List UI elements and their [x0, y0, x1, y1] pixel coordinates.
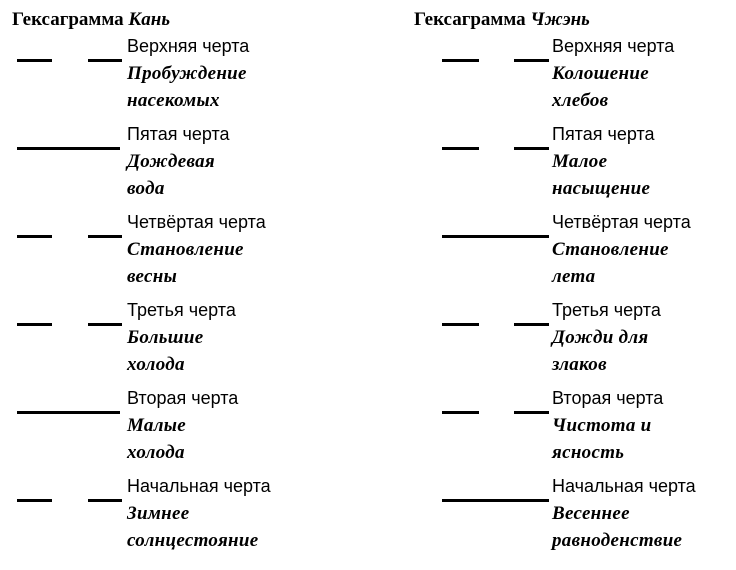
solar-term [552, 236, 669, 290]
line-position-label: Пятая черта [127, 124, 230, 144]
hexagram-line-row [0, 296, 330, 380]
hexagram-line-row [0, 384, 330, 468]
solar-term [127, 412, 186, 466]
line-position-label: Верхняя черта [552, 36, 675, 56]
hexagram-line-row [0, 120, 330, 204]
solar-term-line: злаков [552, 354, 607, 375]
hexagram-kan [0, 0, 330, 570]
hexagram-line-row [0, 208, 330, 292]
broken-line-left-icon [442, 411, 479, 414]
solid-line-icon [442, 235, 549, 238]
solar-term [552, 148, 650, 202]
hexagram-title [12, 9, 170, 31]
solar-term [127, 60, 247, 114]
hexagram-line-row [412, 296, 736, 380]
solar-term-line: солнцестояние [127, 530, 259, 551]
hexagram-title-name: Чжэнь [530, 9, 590, 30]
line-position-label: Вторая черта [127, 388, 239, 408]
solar-term-line: Становление [552, 239, 669, 260]
solar-term-line: Дожди для [552, 327, 649, 348]
solar-term-line: хлебов [552, 90, 609, 111]
solid-line-icon [17, 411, 120, 414]
hexagram-title-name: Кань [128, 9, 171, 30]
solar-term [127, 324, 203, 378]
line-position-label: Пятая черта [552, 124, 655, 144]
solid-line-icon [17, 147, 120, 150]
solar-term [552, 412, 652, 466]
solar-term-line: Становление [127, 239, 244, 260]
broken-line-left-icon [17, 323, 52, 326]
solid-line-icon [442, 499, 549, 502]
solar-term-line: Колошение [552, 63, 649, 84]
line-position-label: Четвёртая черта [552, 212, 691, 232]
line-position-label: Верхняя черта [127, 36, 250, 56]
solar-term-line: холода [127, 354, 185, 375]
line-position-label: Начальная черта [552, 476, 696, 496]
line-position-label: Третья черта [127, 300, 236, 320]
broken-line-right-icon [514, 59, 549, 62]
solar-term-line: равноденствие [552, 530, 683, 551]
hexagram-title-prefix: Гексаграмма [12, 9, 124, 30]
hexagram-title [414, 9, 590, 31]
solar-term-line: Чистота и [552, 415, 652, 436]
hexagram-line-row [412, 472, 736, 556]
solar-term-line: насекомых [127, 90, 220, 111]
line-position-label: Вторая черта [552, 388, 664, 408]
broken-line-right-icon [514, 411, 549, 414]
solar-term [552, 60, 649, 114]
broken-line-left-icon [17, 59, 52, 62]
solar-term-line: вода [127, 178, 165, 199]
hexagram-zhen [412, 0, 736, 570]
solar-term-line: Малые [127, 415, 186, 436]
broken-line-right-icon [88, 59, 122, 62]
solar-term-line: холода [127, 442, 185, 463]
hexagram-line-row [412, 384, 736, 468]
broken-line-left-icon [442, 323, 479, 326]
solar-term-line: Дождевая [127, 151, 216, 172]
solar-term-line: Весеннее [552, 503, 630, 524]
solar-term-line: ясность [552, 442, 625, 463]
broken-line-left-icon [442, 59, 479, 62]
hexagram-line-row [412, 120, 736, 204]
broken-line-right-icon [514, 323, 549, 326]
solar-term-line: насыщение [552, 178, 651, 199]
line-position-label: Третья черта [552, 300, 661, 320]
broken-line-right-icon [514, 147, 549, 150]
hexagram-title-prefix: Гексаграмма [414, 9, 526, 30]
solar-term-line: Большие [127, 327, 204, 348]
broken-line-right-icon [88, 235, 122, 238]
broken-line-right-icon [88, 499, 122, 502]
solar-term [127, 236, 244, 290]
hexagram-line-row [412, 32, 736, 116]
line-position-label: Четвёртая черта [127, 212, 266, 232]
solar-term-line: Зимнее [127, 503, 190, 524]
hexagram-line-row [412, 208, 736, 292]
solar-term-line: весны [127, 266, 178, 287]
solar-term [127, 500, 258, 554]
broken-line-left-icon [17, 499, 52, 502]
solar-term [552, 500, 682, 554]
solar-term [127, 148, 215, 202]
solar-term [552, 324, 649, 378]
line-position-label: Начальная черта [127, 476, 271, 496]
hexagram-line-row [0, 32, 330, 116]
broken-line-right-icon [88, 323, 122, 326]
solar-term-line: Малое [552, 151, 608, 172]
hexagram-line-row [0, 472, 330, 556]
solar-term-line: лета [552, 266, 596, 287]
broken-line-left-icon [442, 147, 479, 150]
broken-line-left-icon [17, 235, 52, 238]
solar-term-line: Пробуждение [127, 63, 247, 84]
